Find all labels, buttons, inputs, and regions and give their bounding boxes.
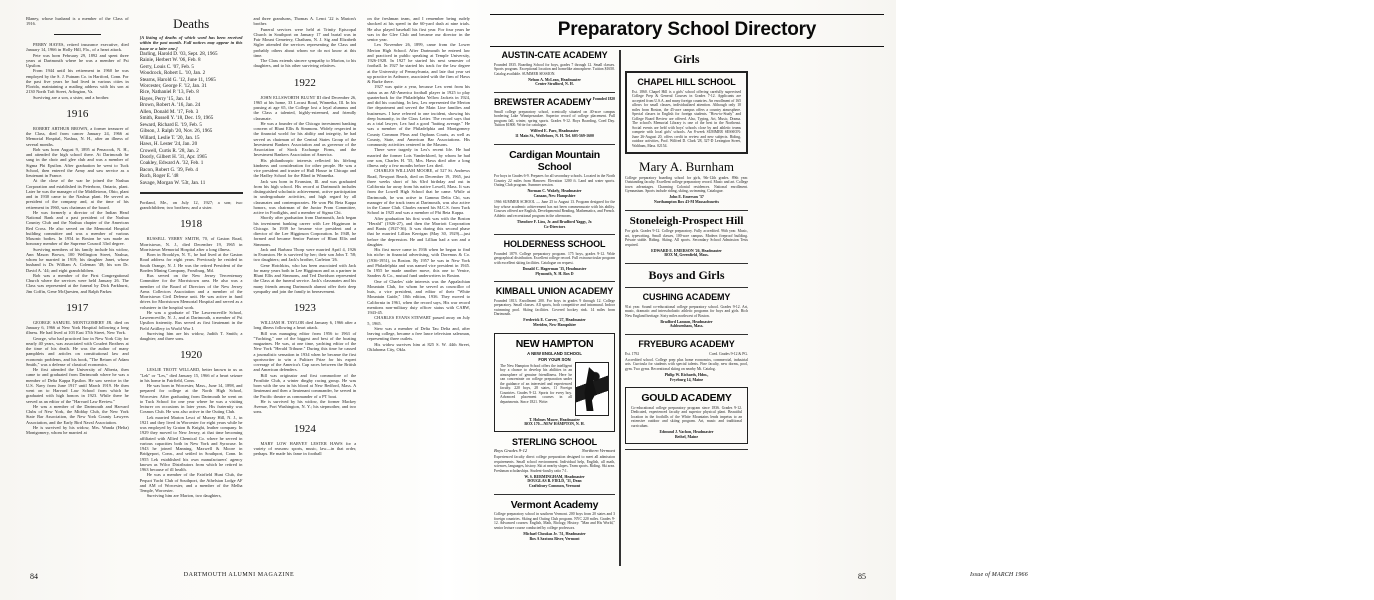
- ad-grades-label: Coed. Grades 9-12 & PG.: [709, 351, 748, 356]
- section-divider-rule: [140, 192, 243, 194]
- ad-heading: CHAPEL HILL SCHOOL: [637, 77, 736, 87]
- ad-established-label: Est. 1792: [625, 351, 640, 356]
- ad-divider-rule: [625, 287, 748, 288]
- editorial-column-1: [26, 16, 129, 564]
- ad-heading: GOULD ACADEMY: [641, 392, 732, 405]
- ad-signature: John E. Emerson '37 Northampton Box 43-M Massachusetts: [654, 195, 719, 204]
- ad-signature: Wilfred E. Paro, Headmaster 11 Main St., Wolfeboro, N. H. Tel. 603-569-1600: [515, 129, 594, 138]
- ad-cardigan-mountain-school[interactable]: [494, 149, 615, 230]
- list-item: Rainie, Herbert W. '06, Feb. 8: [139, 57, 201, 64]
- list-item: Woodcock, Robert L. '10, Jan. 2: [139, 70, 206, 77]
- editorial-columns: [26, 16, 470, 564]
- obituary-paragraph: PERRY HAYES, retired insurance executive, died January 14, 1966 in Holly Hill, Fla., of a heart attack.: [26, 42, 129, 53]
- ad-mary-a-burnham[interactable]: [625, 159, 748, 205]
- ad-founded-year: Founded 1820: [592, 97, 615, 102]
- ad-body: For boys in Grades 6-9. Prepares for all secondary schools. Located in the North Country 22 miles from Hanover. Elevation 1200 ft. Land and water sports. Outing Club program. Summer session.: [494, 174, 615, 188]
- obituary-paragraph: He was a member of the Fairfield Hunt Club, the Pequot Yacht Club of Southport, the Athelstan Lodge AF and AM of Worcester, and a member of the Melha Temple, Worcester.: [139, 472, 243, 494]
- obituary-paragraph: He is survived by his widow, the former Mackey Avenue, Port Washington, N. Y.; his stepmother, and two sons.: [253, 398, 357, 415]
- list-item: Coakley, Edward A. '32, Feb. 1: [139, 160, 204, 167]
- ad-body: College preparatory boarding school for girls, 9th-12th grades. 89th year. Outstanding faculty. Excellent college preparatory record. Music and art. College town advantages. Charming Colonial residences. National enrollment. Gymnasium. Sports include riding, skiing, swimming. Catalogue.: [625, 175, 748, 193]
- obituary-paragraph: Surviving him are his widow, Judith T. Smith; a daughter; and three sons.: [139, 330, 243, 342]
- obituary-paragraph: Stew was a member of Delta Tau Delta and, after leaving college, became a free lance television salesman, representing three outlets.: [367, 325, 470, 342]
- list-item: Allen, Donald M. '17, Feb. 3: [139, 108, 199, 115]
- ad-heading: Stoneleigh-Prospect Hill: [629, 214, 744, 227]
- list-item: Ruch, Roger E. '48: [139, 173, 179, 180]
- obituary-paragraph: Shortly after graduation from Dartmouth, Jack began his investment banking career with Lee Higginson in Chicago. In 1939 he became vice president and a director of the Lee Higginson Corporation. In 1948, he formed and became Senior Partner of Blunt Ellis and Simmons.: [253, 215, 357, 247]
- obituary-paragraph: Surviving members of his family include his widow, Ann Mason Brown, 100 Wellington Street, Nashua, whom he married in 1919; his daughter Janet, whose husband is Dr. William A. Coleman '48; his son Dr. David A. '44; and eight grandchildren.: [26, 246, 129, 273]
- ad-austin-cate-academy[interactable]: [494, 50, 615, 87]
- obituary-paragraph: Pete was born February 29, 1892 and spent three years at Dartmouth where he was a member of Psi Upsilon.: [26, 52, 129, 69]
- ad-heading: Cardigan Mountain School: [509, 148, 600, 173]
- ad-heading: FRYEBURG ACADEMY: [638, 339, 735, 350]
- ad-divider-rule: [494, 144, 615, 145]
- obituary-paragraph: Funeral services were held at Trinity Episcopal Church in Southport on January 17 and burial was in Fair Mount Cemetery, Chatham, N. J. Sig and Elizabeth Sigler attended the services representing the Class and probably others about whom we do not know at this time.: [253, 26, 357, 58]
- ad-heading: BREWSTER ACADEMY: [494, 97, 592, 108]
- ad-divider-rule: [494, 234, 615, 235]
- obituary-paragraph: Bob was a member of the First Congregational Church where the services were held January 26. The Class was represented at the funeral by Dick Parkhurst, Jim Coffin, Gene McQuesten, and Ralph Parker.: [26, 272, 129, 294]
- obituary-paragraph: Gene Hotchkiss, who has been associated with Jack for many years both in Lee Higginson and as a partner in Blunt Ellis and Simmons, and Ted Davidson represented the Class at the funeral service. Jack's classmates and his many friends among Dartmouth alumni offer their deep sympathy and join the family in bereavement.: [253, 262, 357, 294]
- list-item: Gibson, J. Ralph '20, Nov. 26, 1965: [139, 128, 213, 135]
- ad-cushing-academy[interactable]: [625, 292, 748, 329]
- class-year-heading: 1917: [66, 301, 89, 314]
- obituary-paragraph: CHARLES EVANS STEWART passed away on July 5, 1965.: [367, 315, 470, 326]
- section-heading-girls: Girls: [673, 52, 700, 66]
- ad-holderness-school[interactable]: [494, 239, 615, 276]
- obituary-paragraph: 1927 was quite a year, because Lex went from his status as an All-America football player in 1925 to play quarterback for the Philadelphia Yellow Jackets in 1924, and did his coaching. In law, Lex represented the Merion fire department and served the Main Line families and businesses. I have referred to one incident, showing his deep humanity, in the Class Letter. The record says that as a trial lawyer, Lex had a good "batting average." He was a member of the Philadelphia and Montgomery County Common Pleas and Orphans Courts, as well as County, State, and American Bar Associations. His community activities centered in the Masons.: [367, 84, 470, 147]
- continued-paragraph: Portland, Me., on July 12, 1927; a son; two grandchildren; two brothers; and a sister.: [139, 199, 243, 211]
- deaths-note: [A listing of deaths of which word has been received within the past month. Full notices may appear in this issue or a later one.]: [139, 35, 243, 51]
- ad-heading: STERLING SCHOOL: [511, 437, 597, 448]
- publication-footer: DARTMOUTH ALUMNI MAGAZINE: [183, 572, 295, 578]
- class-year-heading: 1918: [180, 218, 203, 231]
- deaths-heading: Deaths: [173, 16, 210, 31]
- ad-divider-rule: [625, 263, 748, 264]
- obituary-paragraph: Jack was born in Evanston, Ill. and was graduated from his high school. His record at Dartmouth includes distinguished scholastic achievement, active participation in undergraduate activities, and high regard by all classmates and contemporaries. He won Phi Beta Kappa honors, was chairman of the Junior Prom Committee, active in Footlights, and a member of Sigma Chi.: [253, 178, 357, 215]
- continued-paragraph: Blaney, whose husband is a member of the Class of 1916.: [26, 16, 129, 27]
- list-item: Willard, Leslie T. '20, Jan. 15: [139, 134, 200, 141]
- continued-paragraph: and three grandsons, Thomas A. Lenci '22 is Marion's brother.: [253, 16, 357, 27]
- obituary-paragraph: He was a graduate of The Lawrenceville School, Lawrenceville, N. J., and at Dartmouth, a member of Psi Upsilon fraternity. Rus served as first lieutenant in the Field Artillery in World War I.: [139, 309, 243, 331]
- ad-divider-rule: [625, 449, 748, 450]
- list-item: Hayes, Perry '15, Jan. 14: [139, 95, 191, 102]
- ad-body: For girls. Grades 9-12. College preparatory. Fully accredited. 96th year. Music, art, typewriting. Small classes, 100-acre campus. Modern fireproof building. Private stable. Riding. Skiing. All sports. Secondary School Admission Tests required.: [625, 229, 748, 247]
- ad-body: College preparatory school in southern Vermont. 200 boys from 20 states and 3 foreign countries. Skiing and Outing Club program. NYC 220 miles. Grades 9-12. Advanced courses: English, Math, Biology, History. "Man and His World," senior lecture course conducted by college professors.: [494, 512, 615, 530]
- obituary-paragraph: Surviving him are Marion, two daughters,: [146, 493, 222, 499]
- obituary-paragraph: Lex November 26, 1899, came from the Lower Merion High School. After Dartmouth he entered law and practiced in public speaking at Temple University, 1926-1928. In 1927 he started his next semester of football. In 1927 he started his track for the law degree at the University of Pennsylvania, and late that year set up practice in Ardmore, associated with the firm of Haws & Burke there.: [367, 42, 470, 84]
- page-number-left: 84: [30, 572, 38, 581]
- ad-heading: Vermont Academy: [510, 498, 599, 511]
- list-item: Crowell, Curtis R. '28, Jan. 2: [139, 147, 199, 154]
- ad-divider-rule: [494, 281, 615, 282]
- class-year-heading: 1922: [293, 76, 316, 89]
- ad-brewster-academy[interactable]: [494, 97, 615, 139]
- ad-column-1: [490, 50, 619, 566]
- ad-stoneleigh-prospect-hill[interactable]: [625, 215, 748, 259]
- obituary-paragraph: Surviving are a son, a sister, and a brother.: [33, 94, 110, 100]
- ad-subheading-1: A NEW ENGLAND SCHOOL: [527, 351, 582, 357]
- obituary-paragraph: Bob was born August 9, 1895 at Penacook, N. H., and attended the high school there. At Dartmouth he sang in the choir and glee club and was a member of Sigma Phi Epsilon. After graduation he went to Tuck School, then entered the Army and saw service as a lieutenant in France.: [26, 146, 129, 179]
- obituary-paragraph: From 1944 until his retirement in 1960 he was employed by the S. J. Putnam Co. in Hartford, Conn. For the past five years he had lived in various cities in Florida, maintaining a mailing address with his son at 2130 North Taft Street, Arlington, Va.: [26, 68, 129, 95]
- ad-body: Founded 1813. Enrollment 200. For boys in grades 9 through 12. College preparatory. Small classes. All sports, both competitive and intramural. Indoor swimming pool. Skiing facilities. Covered hockey rink. 14 miles from Dartmouth.: [494, 298, 615, 317]
- list-item: Bacon, Robert G. '39, Feb. 4: [139, 166, 198, 173]
- ad-body: Accredited school. College prep plus home economics, commercial, industrial arts. Curricula for students with special talents. Fine faculty, new dorms, pool, gym. Two gyms. Recreational skiing on nearby Mt. Catalog.: [625, 357, 748, 371]
- obituary-paragraph: There were tragedy in Lex's recent life. He had married the former Lois Vanderkloed, by whom he had one son, Charles H. '55, Mrs. Haws died after a long illness only a few months before Lex died.: [367, 147, 470, 168]
- ad-divider-rule: [494, 92, 615, 93]
- ad-column-2: [621, 50, 752, 566]
- obituary-paragraph: ROBERT ARTHUR BROWN, a former treasurer of the Class, died from cancer January 24, 1966 at Memorial Hospital, Nashua, N. H., after an illness of several months.: [26, 125, 129, 147]
- editorial-column-3: [254, 16, 357, 564]
- ad-signature: Frederick E. Carver, '27, Headmaster Meriden, New Hampshire: [523, 318, 586, 328]
- obituary-paragraph: Bill was originator and first commodore of the Frostbite Club, a winter dinghy racing group. He was born with the sea in his blood at New Bedford, Mass. A lieutenant and then a lieutenant commander, he served in the Pacific theatre as commander of a PT boat.: [253, 372, 357, 399]
- list-item: Darling, Harold D. '03, Sept. 28, 1965: [139, 50, 218, 57]
- list-item: Savage, Morgan W. '53t, Jan. 11: [139, 179, 206, 186]
- section-heading-boys-and-girls: Boys and Girls: [648, 268, 725, 283]
- column-divider-rule: [54, 34, 101, 36]
- ad-fryeburg-academy[interactable]: [625, 339, 748, 382]
- ad-body: Co-educational college preparatory program since 1836. Grades 9-12. Dedicated, experienced faculty and superior physical plant. Beautiful location in the foothills of the White Mountains lends impetus to an extensive outdoor and skiing program. Art, music and traditional curriculum.: [631, 405, 742, 428]
- class-year-heading: 1920: [180, 349, 203, 362]
- obituary-paragraph: George, who had practiced law in New York City for nearly 40 years, was associated with Coudert Brothers at the time of his death. He was the author of many pamphlets and articles on constitutional law and economic problems, and his book, "The Return of Adam Smith," was a defense of classical economics.: [26, 335, 129, 367]
- ad-kimball-union-academy[interactable]: [494, 286, 615, 328]
- list-item: Worcester, George F. '12, Jan. 31: [139, 83, 207, 90]
- obituary-paragraph: He was a founder of the Chicago investment banking concern of Blunt Ellis & Simmons. Widely respected in the financial world for his ability and integrity, he had served as chairman of the Central States Group of the Investment Bankers Association and as governor of the Association of Stock Exchange Firms, and the Investment Bankers Association of America.: [253, 120, 357, 158]
- ad-divider-rule: [494, 494, 615, 495]
- obituary-paragraph: He was born in Worcester, Mass., June 14, 1898, and prepared for college at the North High School, Worcester. After graduating from Dartmouth he went on to Tuck School for one year where he was a visiting lecturer on occasions in later years. His fraternity was Cosmos Club. He was also active in the Outing Club.: [139, 383, 243, 415]
- obituary-paragraph: Born in Brooklyn, N. Y., he had lived at the Gaston Road address for eight years. Previously he resided in South Orange, N. J. He was the retired President of the Borden Mining Company, Frostburg, Md.: [139, 252, 243, 273]
- obituary-paragraph: At the close of the war he joined the Nashua Corporation and established its Peterboro, Ontario, plant. Later he was the manager of the Middletown, Ohio, plant and in 1930 came to the Nashua plant. He served as president of the company and, at the time of his retirement in 1960, was chairman of the board.: [26, 178, 129, 210]
- ad-summer-program: 1966 SUMMER SCHOOL — June 25 to August 13. Program designed for the boy whose academic achievement has not been commensurate with his ability. Courses offered are English, Developmental Reading, Mathematics, and French. Athletic and recreational program in the afternoons.: [494, 200, 615, 218]
- directory-top-rule: [490, 14, 884, 15]
- ad-heading: CUSHING ACADEMY: [642, 292, 731, 303]
- ad-region-label: Northern Vermont: [581, 448, 615, 454]
- obituary-paragraph: The Class extends sincere sympathy to Marion, to his daughters, and to his other surviving relatives.: [253, 58, 357, 69]
- deaths-list: [140, 51, 243, 187]
- obituary-paragraph: CHARLES WILLIAM MOORE, of 527 St. Andrews Road, Newport Beach, died on December 19, 1965, just three weeks short of his 63rd birthday and out in California far away from his native Lowell, Mass. It was from the Lowell High School that he came. While at Dartmouth, he was active in Gamma Delta Chi, was manager of the track team at Dartmouth, was also active in the Canoe Club. Charles earned his M.C.S. from Tuck School in 1925 and was a member of Phi Beta Kappa.: [367, 168, 470, 216]
- obituary-paragraph: After graduation his first work was with the Boston "Herald" (1926-27), and then the Marriott Corporation and Bantu (1927-36). It was during this second phase that he married Lillian Kerrigan (May 30, 1929)—just before the depression. He and Lillian had a son and a daughter.: [367, 215, 470, 247]
- ad-signature: T. Holmes Moore, Headmaster BOX 170—NEW HAMPTON, N. H.: [524, 417, 585, 427]
- ad-body: Founded 1879. College preparatory program. 175 boys, grades 9-12. Wide geographical distribution. Excellent college record. Full extracurricular program with excellent skiing facilities. Catalogue on request.: [494, 251, 615, 265]
- ad-heading: KIMBALL UNION ACADEMY: [495, 286, 614, 297]
- list-item: Doorly, Gilbert H. '31, Apr. 1965: [139, 154, 207, 160]
- obituary-paragraph: JOHN ELLSWORTH BLUNT III died December 26, 1965 at his home, 33 Locust Road, Winnetka, Ill. In his passing at age 65, the College lost a loyal alumnus and the Class a talented, highly-esteemed, and friendly classmate.: [253, 94, 357, 121]
- obituary-paragraph: RUSSELL YERRY SMITH, 70, of Gaston Road, Morristown, N. J., died December 19, 1965 in Morristown Memorial Hospital after a long illness.: [139, 236, 243, 252]
- editorial-column-4: [367, 16, 470, 564]
- obituary-paragraph: One of Charles' side interests was the Appalachian Mountain Club, for whom he served as councillor of huts, a vice president, and editor of their "White Mountain Guide," 10th edition, 1936. They moved to California in 1961, when the record says, His war record mentions non-military duty officer status with CARW, 1943-45.: [367, 278, 470, 315]
- new-hampshire-map-icon: [575, 362, 609, 416]
- directory-bottom-rule: [490, 46, 884, 47]
- list-item: Gerry, Louis C. '07, Feb. 5: [139, 63, 194, 70]
- obituary-paragraph: GEORGE SAMUEL MONTGOMERY JR. died on January 6, 1966 at New York Hospital following a long illness. He had lived at 103 East 37th Street, New York.: [26, 319, 129, 336]
- ad-body: Experienced faculty direct college preparation designed to meet all admission requirements. Small school environment. Individual help, English, all math, sciences, languages, history. Ski at nearby slopes. Team sports. Riding. Ski area. Freshman scholarships. Student-faculty ratio 7:1.: [494, 455, 615, 473]
- ad-signature: Michael Choukas Jr. '51, Headmaster Box A Saxtons River, Vermont: [523, 531, 586, 541]
- list-item: Smith, Russell Y. '18, Dec. 19, 1965: [139, 115, 214, 122]
- obituary-paragraph: His philanthropic interests reflected his lifelong kindness and consideration for other people. He was a vice president and trustee of Hull House in Chicago and the Hadley School for the Blind in Winnetka.: [253, 157, 357, 179]
- continued-paragraph: on the freshman team, and I remember being rudely shocked at his speed in the 60-yard dash at nine trials. He also played baseball his first year. For four years he was in the Glee Club and became our director in the senior year.: [367, 16, 470, 42]
- directory-title: Preparatory School Directory: [557, 19, 817, 40]
- ad-gould-academy[interactable]: [625, 387, 748, 444]
- list-item: Seward, Richard E. '19, Feb. 5: [139, 121, 202, 128]
- class-year-heading: 1923: [293, 302, 316, 314]
- list-item: Stearns, Harold G. '12, June 11, 1965: [139, 76, 216, 83]
- ad-signature: Philip W. Richards, Hdm., Fryeburg 14, Maine: [664, 372, 709, 382]
- editorial-column-2: [140, 16, 243, 564]
- ad-signature: Nelson A. McLean, Headmaster Center Strafford, N. H.: [528, 77, 581, 87]
- obituary-paragraph: WILLIAM H. TAYLOR died January 6, 1966 after a long illness following a heart attack.: [253, 320, 357, 331]
- ad-summer-signature: Theodore F. Lins, Jr. and Bradford Yaggy, Jr. Co-Directors: [516, 219, 593, 229]
- obituary-paragraph: He first attended the University of Alberta, then came to and graduated from Dartmouth where he was a member of Delta Kappa Epsilon. He saw service in the U.S. Navy from June 1917 until March 1919. He then went on to Harvard Law School from which he graduated with high honors in 1923. While there he served as an editor of the "Harvard Law Review.": [26, 367, 129, 404]
- ad-signature: EDWARD E. EMERSON '26, Headmaster BOX M, Greenfield, Mass.: [651, 248, 722, 258]
- ad-heading: AUSTIN-CATE ACADEMY: [501, 50, 608, 60]
- ad-signature: W. S. BERMINGHAM, Headmaster DOUGLAS B. FIELD, '31, Dean Craftsbury Common, Vermont: [524, 474, 585, 489]
- list-item: Rice, Nathaniel P. '13, Feb. 8: [139, 89, 199, 96]
- ad-signature: Norman C. Wakely, Headmaster Canaan, New Hampshire: [527, 189, 582, 198]
- obituary-paragraph: He was formerly a director of the Indian Head National Bank and a past president of the Nashua Country Club and the Nashua chapter of the American Red Cross. He also served on the Memorial Hospital building committee and was a member of various Masonic bodies. In 1954 in Boston he was made an honorary member of the Supreme Council 33rd degree.: [26, 209, 129, 247]
- obituary-paragraph: Rus served on the New Jersey Tercentenary Committee for the Morristown area. He also was a member of the Board of Directors of the New Jersey Arms Collectors Association and a member of the Morristown Civil Defense unit. He was active in fund drives for Morristown Memorial Hospital and served as a volunteer in the hospital work.: [139, 273, 243, 310]
- obituary-paragraph: He is survived by his widow, Mrs. Wanda (Helta) Montgomery, whom he married at: [26, 424, 129, 436]
- ad-body: 91st year. Sound co-educational college preparatory school. Grades 9-12. Art, music, dramatic and interscholastic athletic programs for boys and girls. Rich New England heritage. Sixty miles northwest of Boston.: [625, 304, 748, 318]
- obituary-paragraph: Jack and Barbara Thorp were married April 4, 1926 in Evanston. He is survived by her; their son John T. '58; two daughters; and Jack's brother, Carleton '26.: [253, 246, 357, 263]
- obituary-paragraph: His widow survives him at 825 S. W. 44th Street, Oklahoma City, Okla.: [367, 341, 470, 352]
- ad-heading: NEW HAMPTON: [515, 338, 594, 351]
- ad-subheading-2: FOR YOUR SON: [538, 357, 571, 363]
- obituary-paragraph: LESLIE TROTT WILLARD, better known to us as "Lek" or "Les," died January 15, 1966 of a heart seizure in his home in Fairfield, Conn.: [139, 367, 243, 383]
- ad-signature: Donald C. Hagerman '35, Headmaster Plymouth, N. H. Box D: [522, 266, 587, 276]
- ad-vermont-academy[interactable]: [494, 499, 615, 542]
- ad-divider-rule: [625, 210, 748, 211]
- class-year-heading: 1916: [66, 107, 89, 120]
- page-number-right: 85: [858, 572, 866, 581]
- ad-body: Founded 1835. Boarding School for boys, grades 7 through 12. Small classes. Sports program. Exceptional location and homelike atmosphere. Tuition $1650. Catalog available. SUMMER SESSION.: [494, 62, 615, 76]
- list-item: Brown, Robert A. '16, Jan. 24: [139, 102, 201, 109]
- obituary-paragraph: He was a member of the Dartmouth and Harvard Clubs of New York, the Midday Club, the New York State Bar Association, the New York County Lawyers Association, and the Early Bird Naval Association.: [26, 403, 129, 425]
- ad-body: Small college preparatory school, scenically situated on 40-acre campus bordering Lake Winnipesaukee. Superior record of college placement. Full program fall, winter, spring sports. Grades 9-12. Boys Boarding, Coed Day. Tuition $1800. Write for catalogue.: [494, 109, 615, 128]
- obituary-paragraph: His first move came in 1936 when he began to find his niche: in financial advertising, with Doremus & Co. (1936-1951), in Boston. By 1957 he was in New York and Philadelphia and was named vice president in 1945. In 1955 he made another move, this one to Venice, Sanders & Co., mutual fund underwriters in Boston.: [367, 247, 470, 279]
- ad-new-hampton-school[interactable]: [494, 333, 615, 432]
- ad-signature: Edmund J. Vachon, Headmaster Bethel, Maine: [659, 429, 714, 439]
- ad-sterling-school[interactable]: [494, 437, 615, 489]
- obituary-paragraph: Bill was managing editor from 1956 to 1963 of "Yachting," one of the biggest and best of the boating magazines. He was, at one time, yachting editor of the New York "Herald Tribune." During this time he caused a journalistic sensation in 1934 when he became the first sportswriter to win a Pulitzer Prize for his expert coverage of the America's Cup races between the British and American defenders.: [253, 330, 357, 373]
- list-item: Haws, H. Lester '24, Jan. 20: [139, 141, 198, 148]
- issue-footer: Issue of MARCH 1966: [970, 572, 1028, 578]
- ad-heading: Mary A. Burnham: [639, 159, 734, 174]
- advertisement-columns: [490, 50, 884, 566]
- ad-body: The New Hampton School offers the intelligent boy a chance to develop his abilities in an atmosphere of genuine friendliness. Here he can concentrate on college preparation under the guidance of an interested and experienced faculty. 220 boys, 28 states, 11 Foreign Countries. Grades 9-12. Sports for every boy. Advanced placement courses in all departments. Since 1821. Write:: [500, 363, 572, 404]
- right-page: [478, 0, 1028, 600]
- class-year-heading: 1924: [293, 422, 316, 435]
- ad-chapel-hill-school[interactable]: [625, 71, 748, 154]
- ad-body: Est. 1860. Chapel Hill is a girls' school offering carefully supervised College Prep & General Courses in Grades 7-12. Applicants are accepted from U.S.A. and many foreign countries. An enrollment of 165 allows for small classes, individualized attention. Although only 10 miles from Boston, the 45-acre campus offers a country atmosphere. Special classes in English for foreign students. "How-to-Study" and College Board Review are offered. Also, Typing, Art, Music, Drama. The school's Memorial Library is one of the best in the Northeast. Social events are held with boys' schools close by and athletic teams compete with local girls' schools. An 8-week SUMMER SESSION: June 26-August 20, offers credit in review and new subjects. Riding, outdoor activities, Pool. Wilfred D. Clark '28, 327-D Lexington Street, Waltham, Mass. 02154.: [632, 89, 741, 148]
- ad-heading: HOLDERNESS SCHOOL: [503, 239, 606, 250]
- ad-divider-rule: [625, 334, 748, 335]
- ad-signature: Bradford Lamson, Headmaster Ashburnham, Mass.: [660, 319, 713, 329]
- ad-grades-label: Boys Grades 9-12: [494, 448, 528, 454]
- obituary-paragraph: Lek married Marion Lesci of Murray Hill, N. J., in 1921 and they lived in Worcester for eight years while he was employed by Graton & Knight, leather company. In 1929 they moved to New Jersey, at that time becoming affiliated with Allied Chemical Co. where he served in various capacities both in New York and Syracuse. In 1943 he joined Manning, Maxwell & Moore in Bridgeport, Conn., and settled in Southport, Conn. In 1955 Lek established his own manufacturers' agency known as Wilco Distributors from which he retired in 1963 because of ill health.: [139, 414, 243, 473]
- obituary-paragraph: MARY LOW HARVEY LESTER HAWS for a variety of reasons: sports, music, law—in that order, perhaps. He made his fame in football: [253, 440, 357, 456]
- left-page: [0, 0, 478, 600]
